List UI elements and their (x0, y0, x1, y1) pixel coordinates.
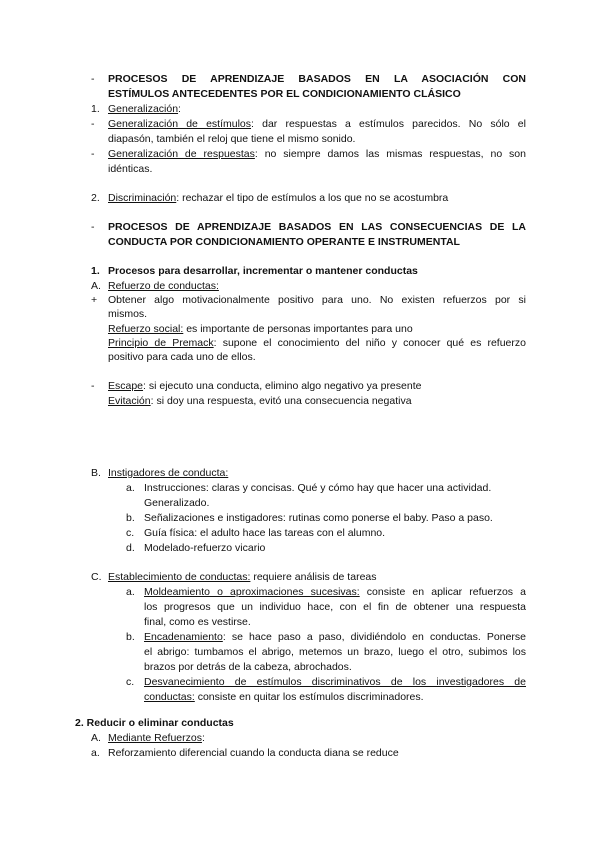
section1-heading-line1: PROCESOS DE APRENDIZAJE BASADOS EN LA ASOCIACIÓN CON (108, 73, 526, 85)
c-item-b-line2: el abrigo: tumbamos el abrigo, metemos un brazo, luego el otro, subimos los (144, 646, 526, 658)
escape-dash: - (91, 380, 95, 392)
c-item-a-line1: Moldeamiento o aproximaciones sucesivas: consiste en aplicar refuerzos a (144, 586, 526, 598)
g1-line2: diapasón, también el reloj que tiene el mismo sonido. (108, 133, 356, 145)
premack-line2: positivo para cada uno de ellos. (108, 351, 256, 363)
establecimiento-line: Establecimiento de conductas: requiere análisis de tareas (108, 571, 377, 583)
c-item-c-line1: Desvanecimiento de estímulos discriminativos de los investigadores de (144, 676, 526, 688)
instigadores-heading: Instigadores de conducta: (108, 467, 229, 479)
b-item-a-line1: Instrucciones: claras y concisas. Qué y cómo hay que hacer una actividad. (144, 482, 492, 494)
c-item-a-line2: los progresos que un individuo hace, con el fin de obtener una respuesta (144, 601, 526, 613)
item1-number: 1. (91, 103, 100, 115)
b-item-a-letter: a. (126, 482, 135, 494)
section2-dash: - (91, 221, 95, 233)
c-item-b-line3: brazos por detrás de la cabeza, abrochados. (144, 661, 352, 673)
c-letter: C. (91, 571, 102, 583)
b-letter: B. (91, 467, 101, 479)
c-item-b-letter: b. (126, 631, 135, 643)
mediante-refuerzos-heading: Mediante Refuerzos: (108, 732, 205, 744)
b-item-b-letter: b. (126, 512, 135, 524)
plus-line2: mismos. (108, 308, 148, 320)
g1-line1: Generalización de estímulos: dar respuestas a estímulos parecidos. No sólo el (108, 118, 526, 130)
section2-heading-line2: CONDUCTA POR CONDICIONAMIENTO OPERANTE E INSTRUMENTAL (108, 236, 460, 248)
plus-marker: + (91, 294, 98, 306)
discriminacion-line: Discriminación: rechazar el tipo de estímulos a los que no se acostumbra (108, 192, 449, 204)
subheading2: 2. Reducir o eliminar conductas (75, 717, 234, 729)
refuerzo-social-line: Refuerzo social: es importante de personas importantes para uno (108, 323, 413, 335)
a-letter: A. (91, 280, 101, 292)
subheading1-number: 1. (91, 265, 100, 277)
g2-line2: idénticas. (108, 163, 153, 175)
c-item-a-letter: a. (126, 586, 135, 598)
generalizacion-heading: Generalización: (108, 103, 181, 115)
section1-heading-line2: ESTÍMULOS ANTECEDENTES POR EL CONDICIONAMIENTO CLÁSICO (108, 88, 461, 100)
subheading1: Procesos para desarrollar, incrementar o mantener conductas (108, 265, 418, 277)
c-item-b-line1: Encadenamiento: se hace paso a paso, dividiéndolo en conductas. Ponerse (144, 631, 526, 643)
b-item-c-line1: Guía física: el adulto hace las tareas con el alumno. (144, 527, 386, 539)
item2-number: 2. (91, 192, 100, 204)
s3-a-letter: A. (91, 732, 101, 744)
b-item-a-line2: Generalizado. (144, 497, 210, 509)
b-item-d-line1: Modelado-refuerzo vicario (144, 542, 266, 554)
c-item-a-line3: final, como es vestirse. (144, 616, 251, 628)
g2-line1: Generalización de respuestas: no siempre damos las mismas respuestas, no son (108, 148, 526, 160)
s3-item-a-letter: a. (91, 747, 100, 759)
premack-line1: Principio de Premack: supone el conocimiento del niño y conocer qué es refuerzo (108, 337, 526, 349)
g2-dash: - (91, 148, 95, 160)
g1-dash: - (91, 118, 95, 130)
b-item-b-line1: Señalizaciones e instigadores: rutinas como ponerse el baby. Paso a paso. (144, 512, 493, 524)
section1-dash: - (91, 73, 95, 85)
refuerzo-heading: Refuerzo de conductas: (108, 280, 219, 292)
c-item-c-letter: c. (126, 676, 135, 688)
escape-line: Escape: si ejecuto una conducta, elimino algo negativo ya presente (108, 380, 422, 392)
section2-heading-line1: PROCESOS DE APRENDIZAJE BASADOS EN LAS CONSECUENCIAS DE LA (108, 221, 526, 233)
evitacion-line: Evitación: si doy una respuesta, evitó una consecuencia negativa (108, 395, 412, 407)
reforzamiento-line: Reforzamiento diferencial cuando la conducta diana se reduce (108, 747, 399, 759)
b-item-d-letter: d. (126, 542, 135, 554)
c-item-c-line2: conductas: consiste en quitar los estímulos discriminadores. (144, 691, 424, 703)
b-item-c-letter: c. (126, 527, 135, 539)
plus-line1: Obtener algo motivacionalmente positivo para uno. No existen refuerzos por si (108, 294, 526, 306)
